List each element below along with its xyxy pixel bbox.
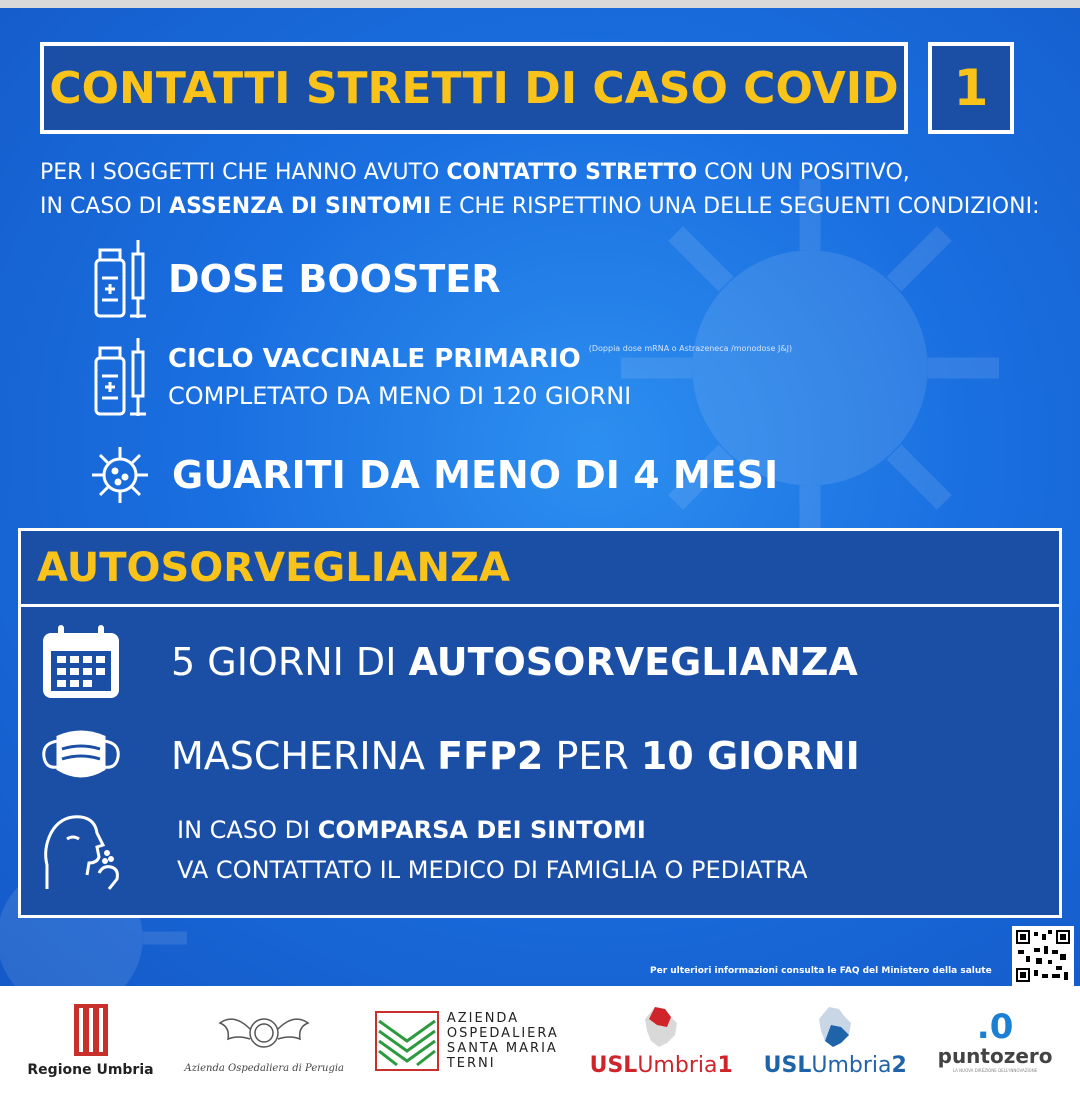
autosorveglianza-panel bbox=[18, 528, 1062, 918]
terni-line3: SANTA MARIA bbox=[446, 1041, 558, 1056]
condition-recovered bbox=[88, 432, 778, 518]
usl1-label bbox=[590, 1053, 733, 1078]
terni-emblem-icon bbox=[375, 1011, 439, 1071]
row1-a: 5 GIORNI DI bbox=[171, 640, 409, 684]
usl1-a: USL bbox=[589, 1052, 638, 1078]
row-mascherina bbox=[37, 713, 860, 799]
terni-line1: AZIENDA bbox=[446, 1011, 520, 1026]
griffin-emblem-icon bbox=[214, 1009, 314, 1057]
calendar-icon bbox=[37, 619, 125, 705]
condition-primary-sub: COMPLETATO DA MENO DI 120 GIORNI bbox=[168, 382, 632, 410]
logo-perugia-label: Azienda Ospedaliera di Perugia bbox=[184, 1062, 345, 1074]
mask-icon bbox=[37, 713, 125, 799]
poster bbox=[0, 8, 1080, 986]
logos-bar bbox=[0, 986, 1080, 1096]
panel-header bbox=[21, 531, 1059, 607]
row2-a: MASCHERINA bbox=[171, 734, 438, 778]
vaccine-icon bbox=[88, 236, 152, 322]
usl2-b: Umbria bbox=[811, 1052, 892, 1078]
row3-a: IN CASO DI bbox=[177, 816, 318, 844]
page-number: 1 bbox=[953, 59, 989, 117]
intro-text bbox=[40, 156, 1070, 224]
intro-line1-b: CONTATTO STRETTO bbox=[446, 160, 698, 185]
cough-person-icon bbox=[37, 807, 125, 893]
intro-line2-b: ASSENZA DI SINTOMI bbox=[169, 194, 432, 219]
row-sintomi bbox=[37, 807, 808, 893]
row2-b: FFP2 bbox=[437, 734, 544, 778]
usl1-c: 1 bbox=[717, 1052, 733, 1078]
puntozero-name: puntozero bbox=[937, 1043, 1053, 1068]
logo-azienda-perugia bbox=[184, 1009, 344, 1074]
condition-primary-label: CICLO VACCINALE PRIMARIO bbox=[168, 344, 581, 374]
condition-booster-label: DOSE BOOSTER bbox=[168, 257, 501, 301]
condition-primary-note: (Doppia dose mRNA o Astrazeneca /monodose J&J) bbox=[588, 344, 793, 353]
intro-line2-a: IN CASO DI bbox=[40, 194, 170, 219]
title-box bbox=[40, 42, 908, 134]
row2-d: 10 GIORNI bbox=[640, 734, 860, 778]
row1-b: AUTOSORVEGLIANZA bbox=[408, 640, 858, 684]
row-autosorveglianza bbox=[37, 619, 858, 705]
footnote: Per ulteriori informazioni consulta le FAQ del Ministero della salute bbox=[650, 966, 992, 976]
usl1-b: Umbria bbox=[637, 1052, 718, 1078]
panel-title: AUTOSORVEGLIANZA bbox=[37, 544, 510, 591]
condition-booster bbox=[88, 236, 500, 322]
logo-usl-umbria-1 bbox=[590, 1005, 733, 1078]
row2-c: PER bbox=[543, 734, 641, 778]
row3-b: COMPARSA DEI SINTOMI bbox=[317, 816, 646, 844]
terni-line4: TERNI bbox=[446, 1056, 496, 1071]
logo-puntozero bbox=[937, 1006, 1053, 1073]
logo-regione-label: Regione Umbria bbox=[27, 1062, 154, 1078]
terni-line2: OSPEDALIERA bbox=[446, 1026, 559, 1041]
virus-icon bbox=[88, 432, 152, 518]
logo-azienda-terni bbox=[375, 1011, 559, 1071]
page-title: CONTATTI STRETTI DI CASO COVID bbox=[49, 62, 899, 114]
logo-terni-text bbox=[447, 1011, 559, 1071]
row-sintomi-text bbox=[125, 810, 808, 890]
page-number-box bbox=[928, 42, 1014, 134]
logo-usl-umbria-2 bbox=[764, 1005, 907, 1078]
row-mascherina-text bbox=[171, 734, 860, 778]
umbria-map-icon bbox=[641, 1005, 681, 1049]
usl2-a: USL bbox=[763, 1052, 812, 1078]
umbria-map-icon bbox=[815, 1005, 855, 1049]
qr-code[interactable] bbox=[1012, 926, 1074, 986]
regione-umbria-emblem-icon bbox=[74, 1004, 108, 1056]
intro-line1-c: CON UN POSITIVO, bbox=[697, 160, 910, 185]
row3-line2: VA CONTATTATO IL MEDICO DI FAMIGLIA O PEDIATRA bbox=[177, 856, 808, 884]
usl2-label bbox=[764, 1053, 907, 1078]
vaccine-icon bbox=[88, 334, 152, 420]
puntozero-tagline: LA NUOVA DIREZIONE DELL'INNOVAZIONE bbox=[952, 1067, 1038, 1073]
condition-primary bbox=[88, 334, 792, 420]
usl2-c: 2 bbox=[891, 1052, 907, 1078]
condition-recovered-label: GUARITI DA MENO DI 4 MESI bbox=[172, 453, 779, 497]
row-autosorveglianza-text bbox=[171, 640, 858, 684]
intro-line2-c: E CHE RISPETTINO UNA DELLE SEGUENTI CONDIZIONI: bbox=[431, 194, 1040, 219]
puntozero-mark: .0 bbox=[976, 1006, 1014, 1047]
logo-regione-umbria bbox=[27, 1004, 153, 1078]
intro-line1-a: PER I SOGGETTI CHE HANNO AVUTO bbox=[40, 160, 447, 185]
